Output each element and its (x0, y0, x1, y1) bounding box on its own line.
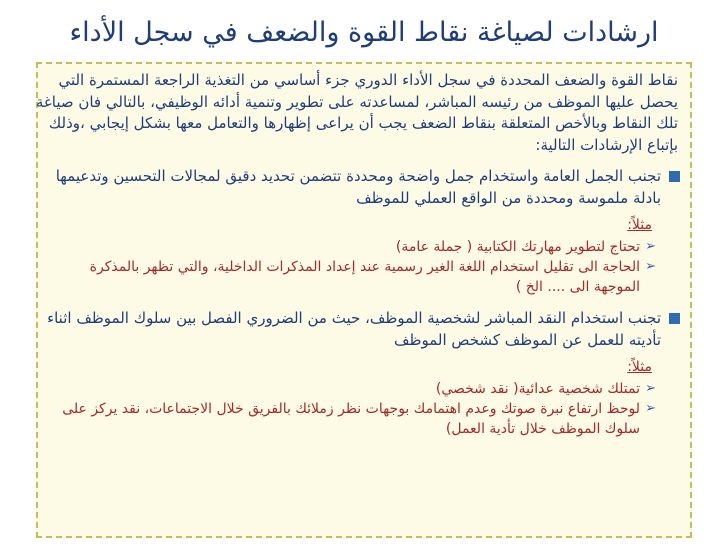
slide-body (30, 70, 684, 540)
example-item (30, 379, 656, 399)
example-item-text: تحتاج لتطوير مهارتك الكتابية ( جملة عامة) (395, 238, 640, 255)
intro-paragraph: نقاط القوة والضعف المحددة في سجل الأداء الدوري جزء أساسي من التغذية الراجعة المستمرة التي يحصل عليها الموظف من رئيسه المباشر، لمساعدته على تطوير وتنمية أدائه الوظيفي، بالتالي فان صياغة تلك النقاط وبالأخص المتعلقة بنقاط الضعف يجب أن يراعى إظهارها والتعامل معها بشكل إيجابي ،وذلك بإتباع الإرشادات التالية: (35, 71, 678, 154)
example-item (30, 237, 656, 257)
example-item-continuation: الموجهة الى .... الخ ) (515, 278, 640, 295)
example-item-text: لوحظ ارتفاع نبرة صوتك وعدم اهتمامك بوجهات نظر زملائك بالفريق خلال الاجتماعات، نقد يركز على سلوك الموظف خلال تأدية العمل) (62, 400, 640, 437)
arrow-bullet-icon: ➢ (645, 400, 656, 416)
arrow-bullet-icon: ➢ (645, 380, 656, 396)
example-label-2: مثلاً: (627, 359, 652, 375)
bullet-text-2: تجنب استخدام النقد المباشر لشخصية الموظف، حيث من الضروري الفصل بين سلوك الموظف اثناء تأديته للعمل عن الموظف كشخص الموظف (47, 309, 661, 349)
arrow-bullet-icon: ➢ (645, 258, 656, 274)
example-item-text: تمتلك شخصية عدائية( نقد شخصي) (435, 380, 640, 397)
example-item-text: الحاجة الى تقليل استخدام اللغة الغير رسمية عند إعداد المذكرات الداخلية، والتي تظهر بالمذكرة (89, 258, 640, 275)
bullet-item-1 (30, 166, 684, 209)
example-item (30, 257, 656, 277)
arrow-bullet-icon: ➢ (645, 238, 656, 254)
bullet-item-2 (30, 308, 684, 351)
example-item (30, 399, 656, 439)
square-bullet-icon (669, 313, 680, 324)
slide-title: ارشادات لصياغة نقاط القوة والضعف في سجل الأداء (69, 17, 659, 48)
bullet-text-1: تجنب الجمل العامة واستخدام جمل واضحة ومحددة تتضمن تحديد دقيق لمجالات التحسين وتدعيمها بادلة ملموسة ومحددة من الواقع العملي للموظف (55, 167, 661, 207)
square-bullet-icon (669, 171, 680, 182)
example-label-1: مثلاً: (627, 217, 652, 233)
